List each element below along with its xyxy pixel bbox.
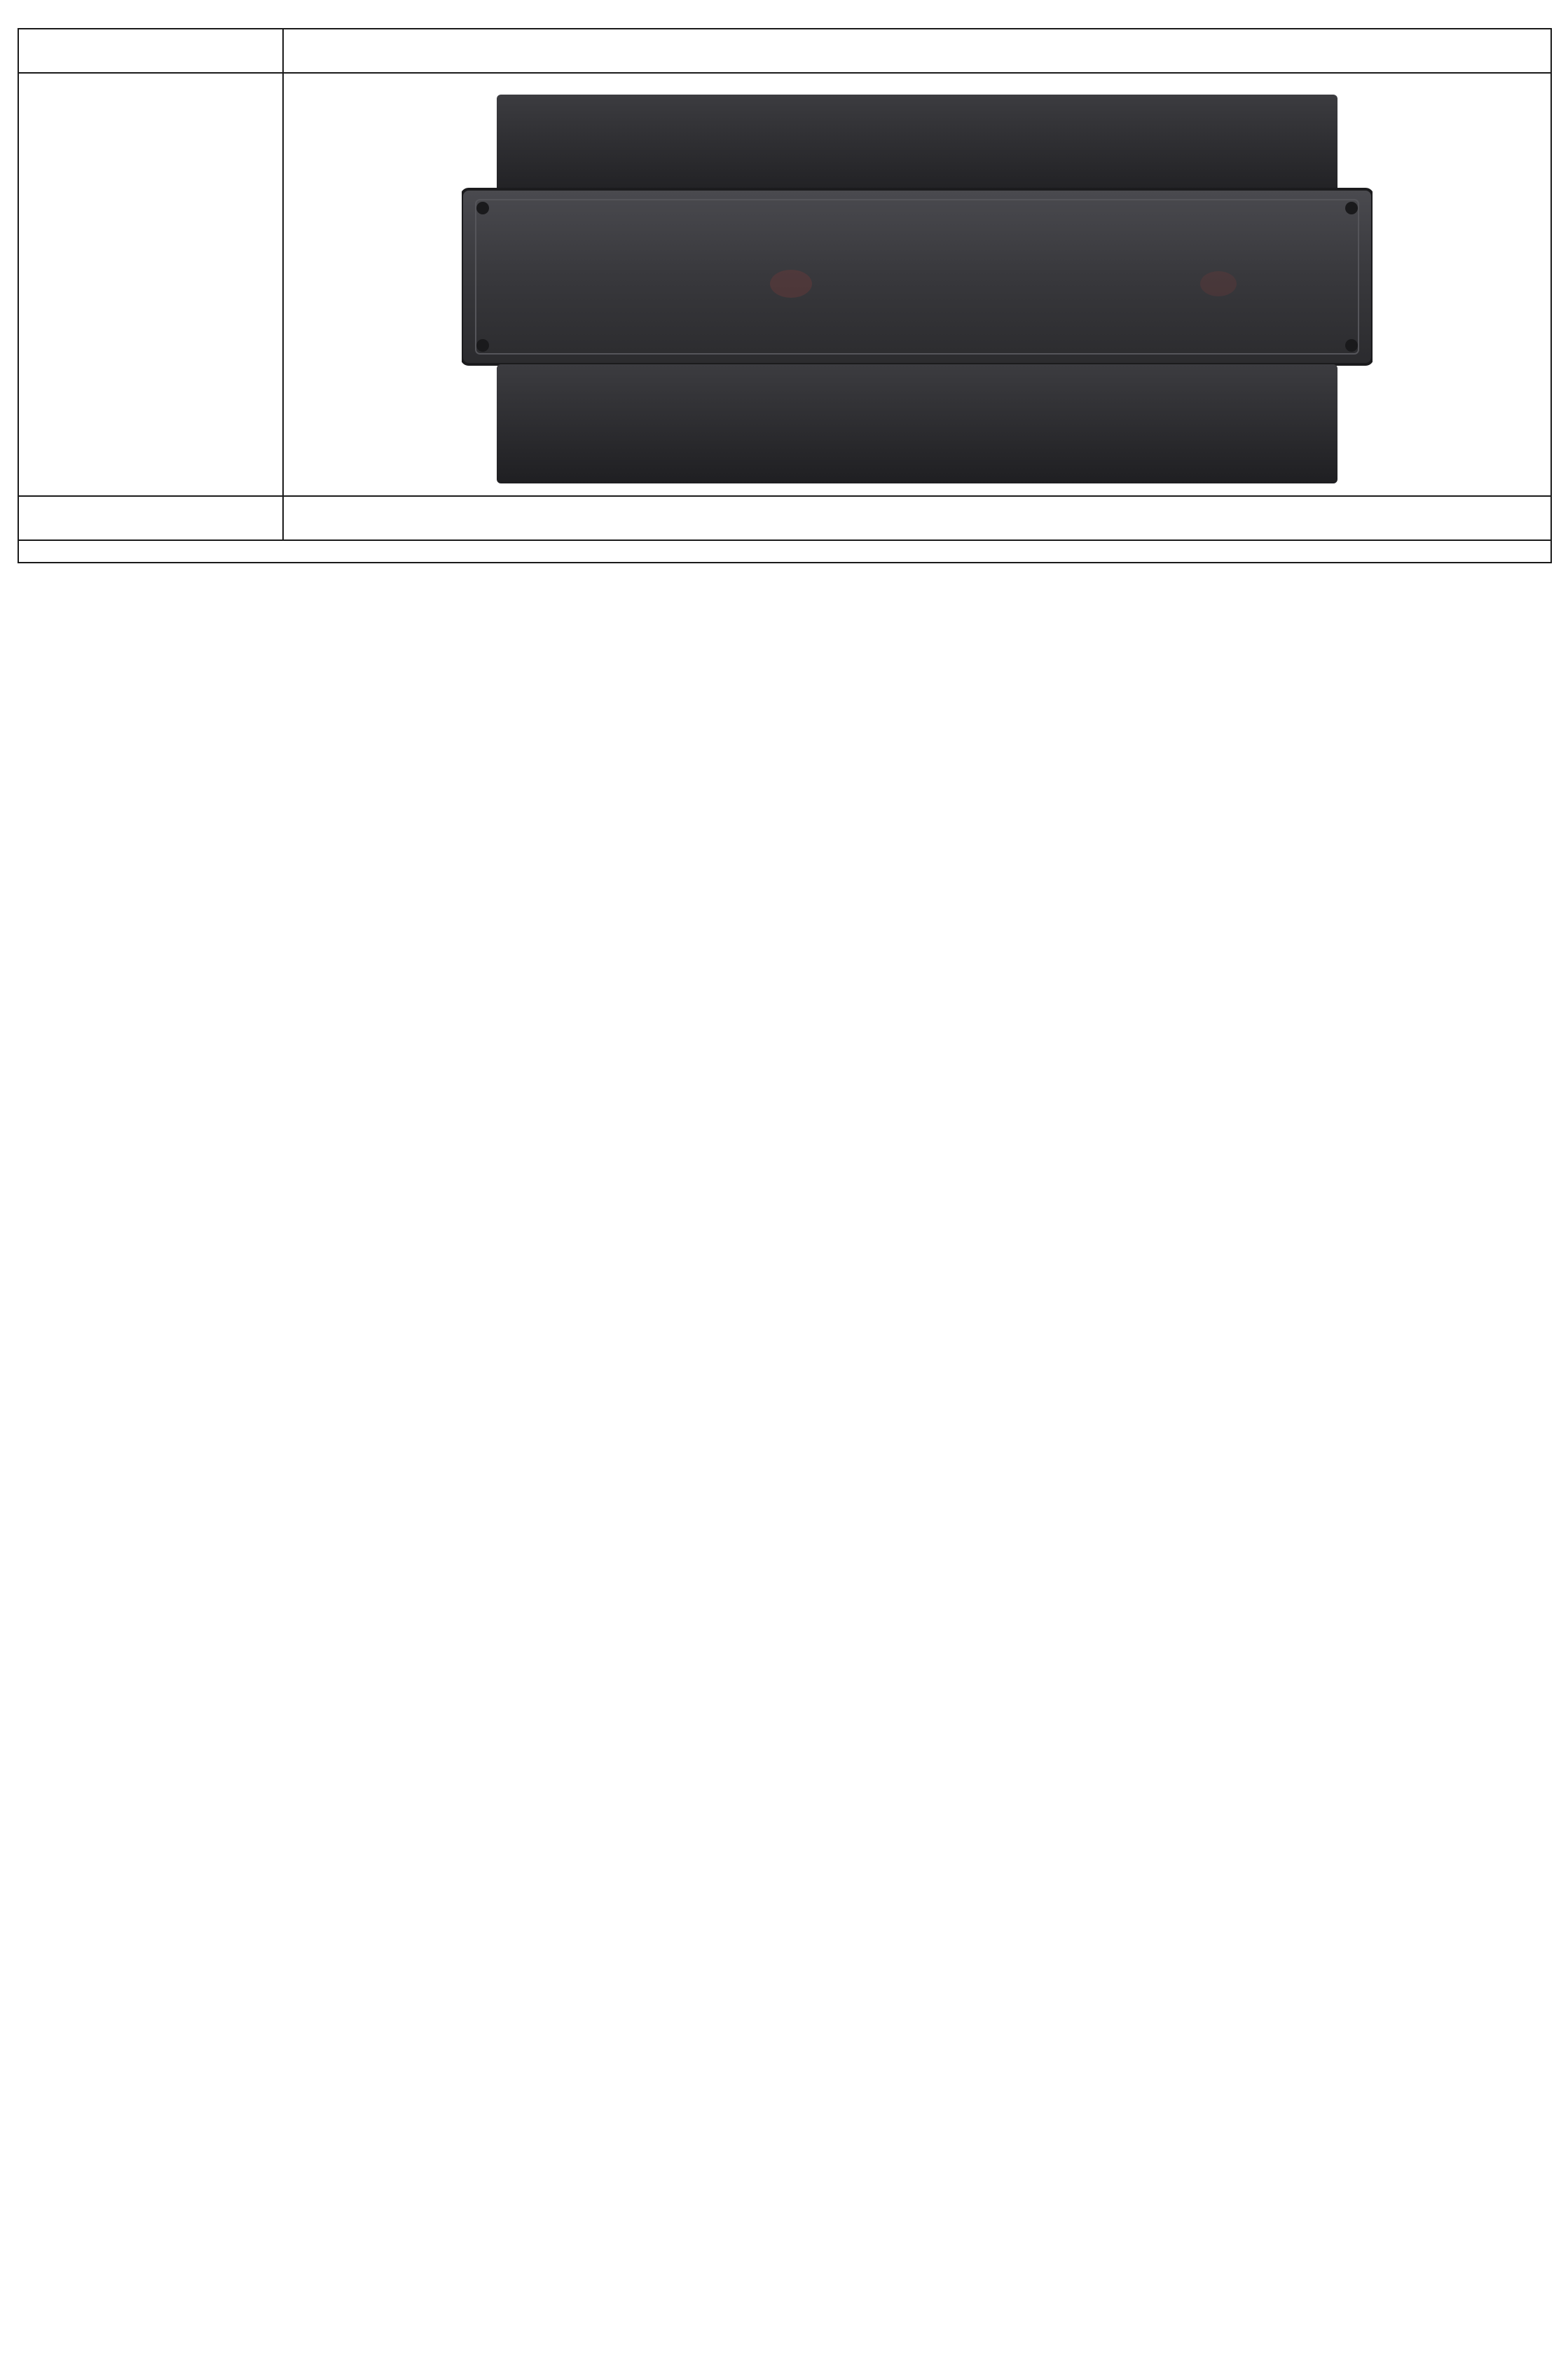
spec-title (283, 496, 1551, 540)
lower-housing (497, 364, 1337, 483)
appearance-row (18, 73, 1551, 496)
spec-title-row (18, 496, 1551, 540)
spec-table (18, 28, 1552, 563)
screw-hole (476, 202, 489, 214)
services-row (18, 540, 1551, 563)
screw-hole (476, 339, 489, 352)
appearance-label (18, 73, 283, 496)
attr-header (18, 29, 283, 73)
services-cell (18, 540, 1551, 563)
led-reflection (770, 270, 812, 298)
header-row (18, 29, 1551, 73)
spec-label (18, 496, 283, 540)
product-name (283, 29, 1551, 73)
controller-device-image (462, 95, 1373, 487)
appearance-photo-cell (283, 73, 1551, 496)
upper-housing (497, 95, 1337, 200)
front-cover (462, 189, 1373, 364)
screw-hole (1345, 202, 1358, 214)
device-photo (462, 95, 1373, 487)
screw-hole (1345, 339, 1358, 352)
led-reflection (1200, 271, 1237, 296)
